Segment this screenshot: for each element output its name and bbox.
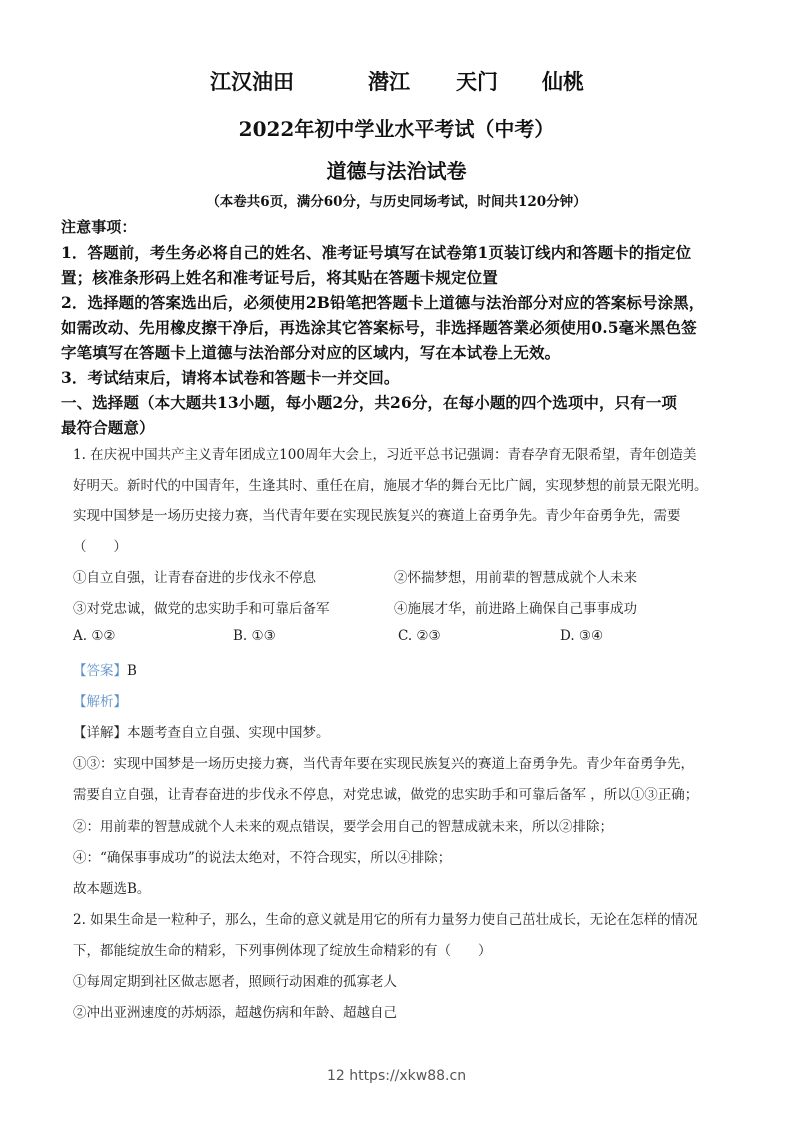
question-1-statement: ③对党忠诚，做党的忠实助手和可靠后备军 <box>73 601 330 617</box>
question-1-statement: ②怀揣梦想，用前辈的智慧成就个人未来 <box>394 570 637 586</box>
page-footer: 12 https://xkw88.cn <box>326 1068 467 1084</box>
section-heading-cont: 最符合题意） <box>61 418 155 437</box>
notice-line: 如需改动、先用橡皮擦干净后，再选涂其它答案标号，非选择题答業必须使用0.5毫米黑色签 <box>61 318 697 337</box>
subject-title: 道德与法治试卷 <box>326 159 467 183</box>
notice-line: 3．考试结束后，请将本试卷和答题卡一并交回。 <box>61 368 400 387</box>
question-2-statement: ①每周定期到社区做志愿者，照顾行动困难的孤寡老人 <box>73 974 397 990</box>
question-2-stem: 下，都能绽放生命的精彩，下列事例体现了绽放生命精彩的有（ ） <box>73 943 492 959</box>
answer-value: B <box>127 663 137 679</box>
detail-line: ②：用前辈的智慧成就个人未来的观点错误，要学会用自己的智慧成就未来，所以②排除； <box>73 819 613 835</box>
question-2-stem: 2. 如果生命是一粒种子，那么，生命的意义就是用它的所有力量努力使自己茁壮成长，无论在怎样的情况 <box>73 912 698 928</box>
analysis-label: 【解析】 <box>73 694 127 710</box>
option-b: B. ①③ <box>233 628 276 644</box>
notice-line: 1．答题前，考生务必将自己的姓名、准考证号填写在试卷第1页装订线内和答题卡的指定位 <box>61 243 692 262</box>
notice-line: 2．选择题的答案选出后，必须使用2B铅笔把答题卡上道德与法治部分对应的答案标号涂黑， <box>61 293 705 312</box>
answer-label: 【答案】 <box>73 663 127 679</box>
section-heading: 一、选择题（本大题共13小题，每小题2分，共26分，在每小题的四个选项中，只有一项 <box>61 393 678 412</box>
region-xiantao: 仙桃 <box>542 69 584 94</box>
question-1-stem: 好明天。新时代的中国青年，生逢其时、重任在肩，施展才华的舞台无比广阔，实现梦想的前景无限光明。 <box>73 478 708 494</box>
exam-title: 2022年初中学业水平考试（中考） <box>238 117 555 141</box>
option-c: C. ②③ <box>398 628 441 644</box>
option-d: D. ③④ <box>560 628 604 644</box>
detail-line: ④：“确保事事成功”的说法太绝对，不符合现实，所以④排除； <box>73 850 452 866</box>
notice-line: 置；核准条形码上姓名和准考证号后，将其贴在答题卡规定位置 <box>61 268 498 287</box>
answer-line <box>73 659 137 679</box>
notice-line: 字笔填写在答题卡上道德与法治部分对应的区域内，写在本试卷上无效。 <box>61 343 561 362</box>
detail-conclusion: 故本题选B。 <box>73 881 151 897</box>
region-jianghan: 江汉油田 <box>210 69 294 94</box>
question-1-statement: ④施展才华，前进路上确保自己事事成功 <box>394 601 637 617</box>
question-1-stem: 1. 在庆祝中国共产主义青年团成立100周年大会上，习近平总书记强调：青春孕育无限希望，青年创造美 <box>73 447 697 463</box>
detail-line: 【详解】本题考查自立自强、实现中国梦。 <box>73 725 330 741</box>
region-qianjiang: 潜江 <box>368 69 410 94</box>
detail-line: ①③：实现中国梦是一场历史接力赛，当代青年要在实现民族复兴的赛道上奋勇争先。青少年奋勇争先， <box>73 756 694 772</box>
question-1-blank: （ ） <box>73 539 127 555</box>
notice-heading: 注意事项： <box>61 218 137 236</box>
question-1-stem: 实现中国梦是一场历史接力赛，当代青年要在实现民族复兴的赛道上奋勇争先。青少年奋勇争先，需要 <box>73 508 681 524</box>
exam-subtitle: （本卷共6页，满分60分，与历史同场考试，时间共120分钟） <box>206 194 587 210</box>
question-1-statement: ①自立自强，让青春奋进的步伐永不停息 <box>73 570 316 586</box>
option-a: A. ①② <box>73 628 116 644</box>
region-tianmen: 天门 <box>456 69 498 94</box>
detail-line: 需要自立自强，让青春奋进的步伐永不停息，对党忠诚，做党的忠实助手和可靠后备军 ，所以①③正确； <box>73 787 699 803</box>
question-2-statement: ②冲出亚洲速度的苏炳添，超越伤病和年龄、超越自己 <box>73 1005 397 1021</box>
